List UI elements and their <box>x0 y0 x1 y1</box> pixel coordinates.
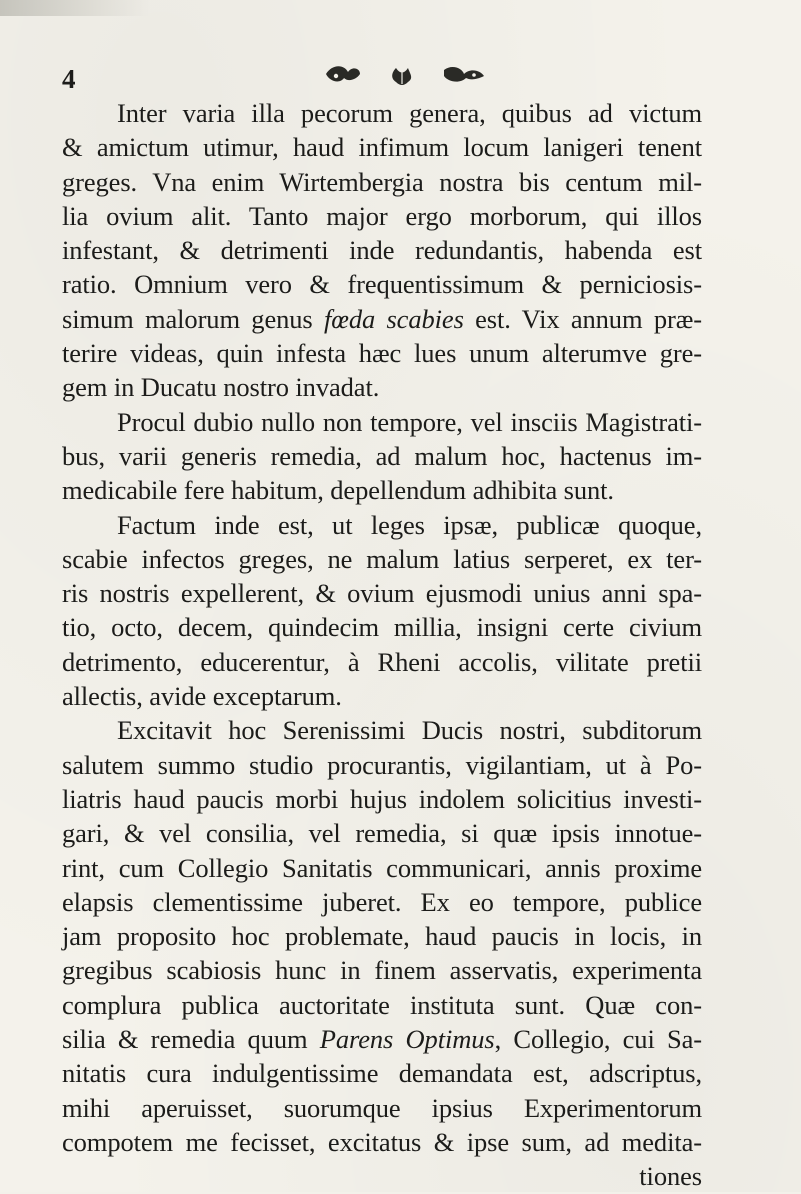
text-line: tio, octo, decem, quindecim millia, insigni certe civium <box>62 612 702 643</box>
text-line: complura publica auctoritate instituta sunt. Quæ con- <box>62 989 702 1020</box>
text-line: lia ovium alit. Tanto major ergo morborum, qui illos <box>62 200 702 231</box>
text-line: medicabile fere habitum, depellendum adhibita sunt. <box>62 475 614 506</box>
printer-ornament-icon <box>326 62 486 90</box>
text-span: simum malorum genus <box>62 303 324 334</box>
text-line: ris nostris expellerent, & ovium ejusmodi unius anni spa- <box>62 578 702 609</box>
text-line: scabie infectos greges, ne malum latius serperet, ex ter- <box>62 543 702 574</box>
text-line: infestant, & detrimenti inde redundantis, habenda est <box>62 235 702 266</box>
text-line: gem in Ducatu nostro invadat. <box>62 372 380 403</box>
text-line: gari, & vel consilia, vel remedia, si quæ ipsis innotue- <box>62 818 702 849</box>
text-line <box>62 302 702 336</box>
text-line <box>62 1022 702 1056</box>
text-line: & amictum utimur, haud infimum locum lanigeri tenent <box>62 132 702 163</box>
text-line: Procul dubio nullo non tempore, vel insciis Magistrati- <box>117 406 702 437</box>
text-line: compotem me fecisset, excitatus & ipse sum, ad medita- <box>62 1126 702 1157</box>
text-span: , Collegio, cui Sa- <box>494 1024 702 1055</box>
paragraph <box>62 405 702 508</box>
emphasis-text: Parens Optimus <box>319 1024 495 1055</box>
text-line: greges. Vna enim Wirtembergia nostra bis centum mil- <box>62 166 702 197</box>
text-line: liatris haud paucis morbi hujus indolem solicitius investi- <box>62 783 702 814</box>
text-line: nitatis cura indulgentissime demandata est, adscriptus, <box>62 1058 702 1089</box>
emphasis-text: fœda scabies <box>323 303 464 334</box>
text-line: detrimento, educerentur, à Rheni accolis, vilitate pretii <box>62 646 702 677</box>
catchword: tiones <box>639 1161 702 1192</box>
page-number: 4 <box>62 64 76 94</box>
paragraph <box>62 713 702 1193</box>
text-line: mihi aperuisset, suorumque ipsius Experimentorum <box>62 1092 702 1123</box>
page-edge-shadow <box>0 0 150 16</box>
paragraph <box>62 508 702 714</box>
text-line: Excitavit hoc Serenissimi Ducis nostri, subditorum <box>117 715 702 746</box>
text-line: elapsis clementissime juberet. Ex eo tempore, publice <box>62 886 702 917</box>
text-line: ratio. Omnium vero & frequentissimum & perniciosis- <box>62 269 702 300</box>
text-line: gregibus scabiosis hunc in finem asservatis, experimenta <box>62 955 702 986</box>
text-line: allectis, avide exceptarum. <box>62 681 342 712</box>
text-line: rint, cum Collegio Sanitatis communicari, annis proxime <box>62 852 702 883</box>
text-line: jam proposito hoc problemate, haud paucis in locis, in <box>62 921 702 952</box>
text-span: est. Vix annum præ- <box>463 303 702 334</box>
text-span: silia & remedia quum <box>62 1024 320 1055</box>
paragraph <box>62 96 702 405</box>
text-line: bus, varii generis remedia, ad malum hoc, hactenus im- <box>62 440 702 471</box>
text-line: terire videas, quin infesta hæc lues unum alterumve gre- <box>62 338 702 369</box>
text-line: Factum inde est, ut leges ipsæ, publicæ quoque, <box>117 509 702 540</box>
text-block <box>62 96 702 1194</box>
text-line: salutem summo studio procurantis, vigilantiam, ut à Po- <box>62 749 702 780</box>
text-line: Inter varia illa pecorum genera, quibus ad victum <box>117 98 702 128</box>
